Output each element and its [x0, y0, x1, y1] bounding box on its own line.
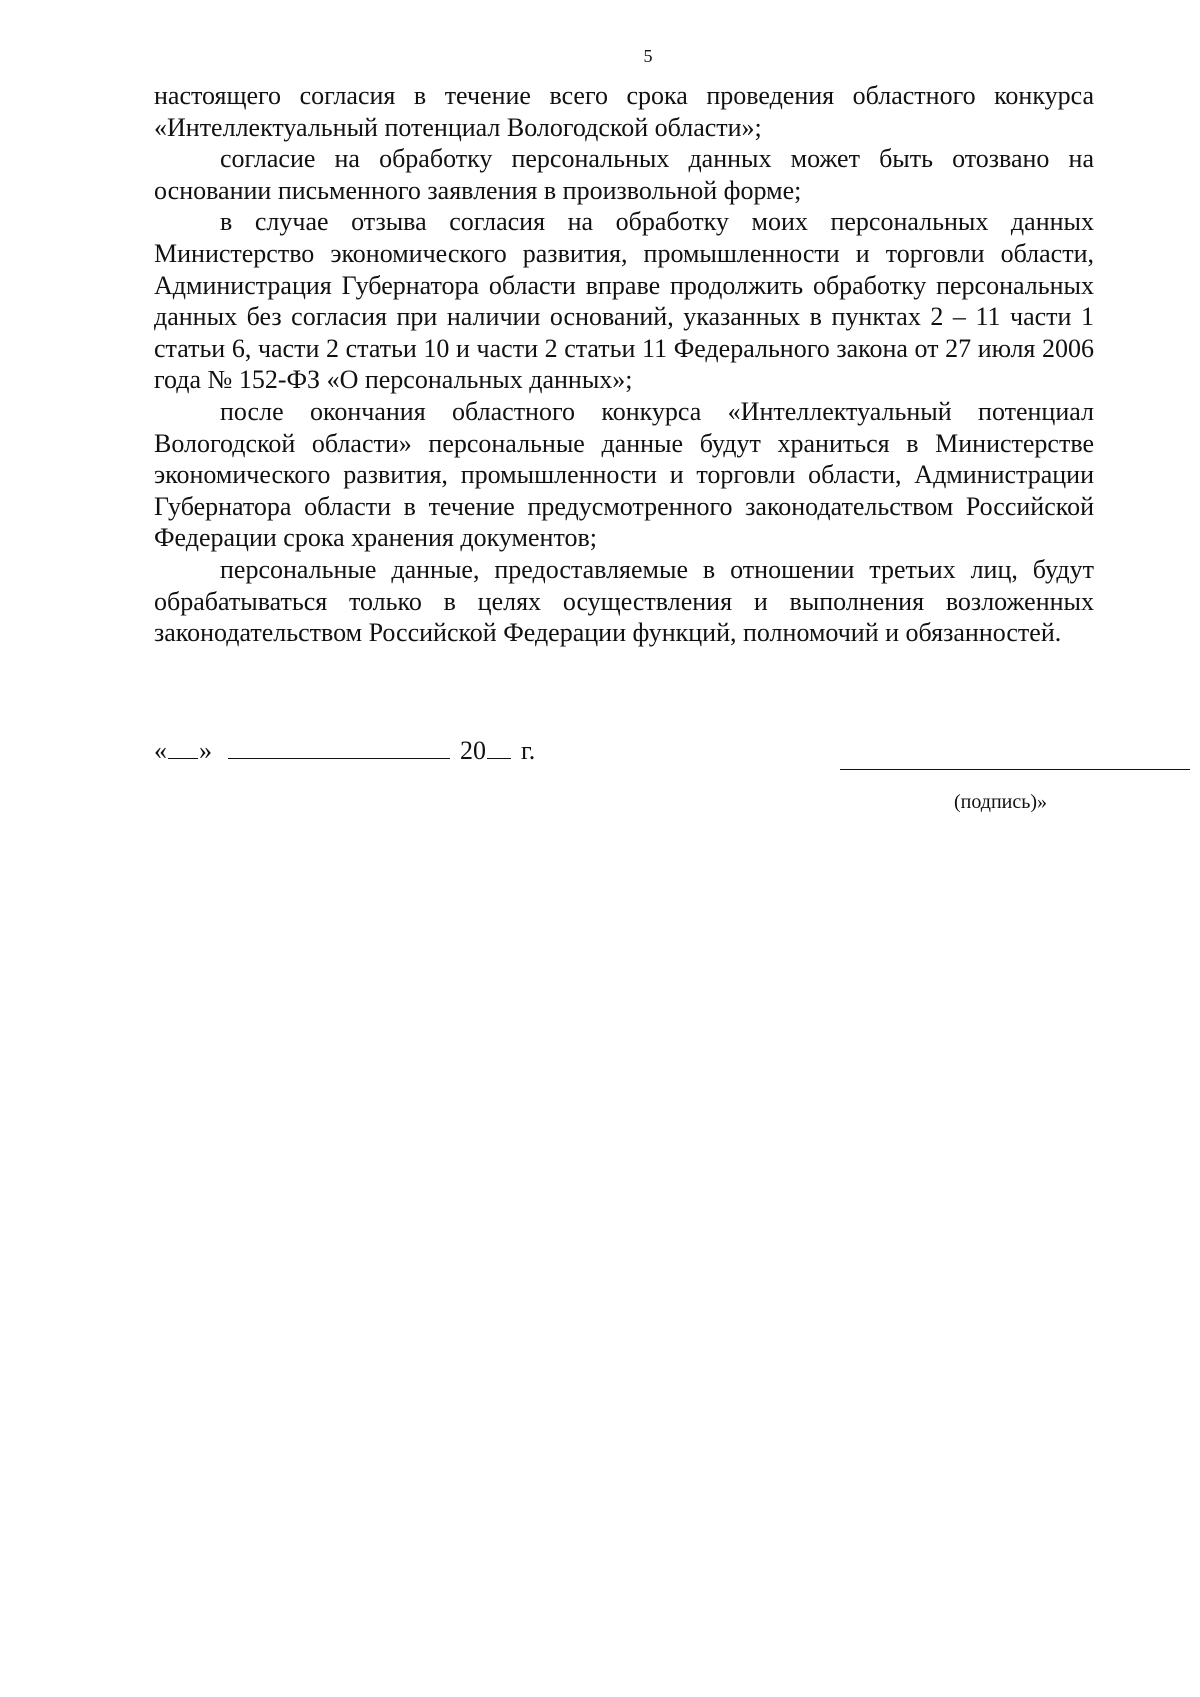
date-close-quote: » — [199, 736, 212, 765]
month-blank[interactable] — [228, 734, 450, 759]
paragraph-1: настоящего согласия в течение всего срока проведения областного конкурса «Интеллектуальный потенциал Вологодской области»; — [154, 81, 1094, 142]
year-suffix: г. — [521, 736, 536, 765]
paragraph-3: в случае отзыва согласия на обработку моих персональных данных Министерство экономического развития, промышленности и торговли области, Администрация Губернатора области вправе продолжить обработку персональных данных без согласия при наличии оснований, указанных в пунктах 2 – 11 части 1 статьи 6, части 2 статьи 10 и части 2 статьи 11 Федерального закона от 27 июля 2006 года № 152-ФЗ «О персональных данных»; — [154, 207, 1094, 395]
paragraph-4: после окончания областного конкурса «Интеллектуальный потенциал Вологодской области» персональные данные будут храниться в Министерстве экономического развития, промышленности и торговли области, Администрации Губернатора области в течение предусмотренного законодательством Российской Федерации срока хранения документов; — [154, 396, 1094, 553]
document-body — [154, 80, 1094, 649]
paragraph-2: согласие на обработку персональных данных может быть отозвано на основании письменного заявления в произвольной форме; — [154, 144, 1094, 205]
day-blank[interactable] — [168, 734, 198, 759]
date-field — [154, 734, 535, 766]
signature-line[interactable] — [840, 769, 1190, 770]
page-number: 5 — [643, 46, 653, 66]
paragraph-5: персональные данные, предоставляемые в отношении третьих лиц, будут обрабатываться только в целях осуществления и выполнения возложенных законодательством Российской Федерации функций, полномочий и обязанностей. — [154, 554, 1094, 648]
signature-caption: (подпись)» — [954, 791, 1048, 813]
year-blank[interactable] — [487, 734, 511, 759]
year-prefix: 20 — [460, 736, 486, 765]
date-open-quote: « — [154, 736, 167, 765]
